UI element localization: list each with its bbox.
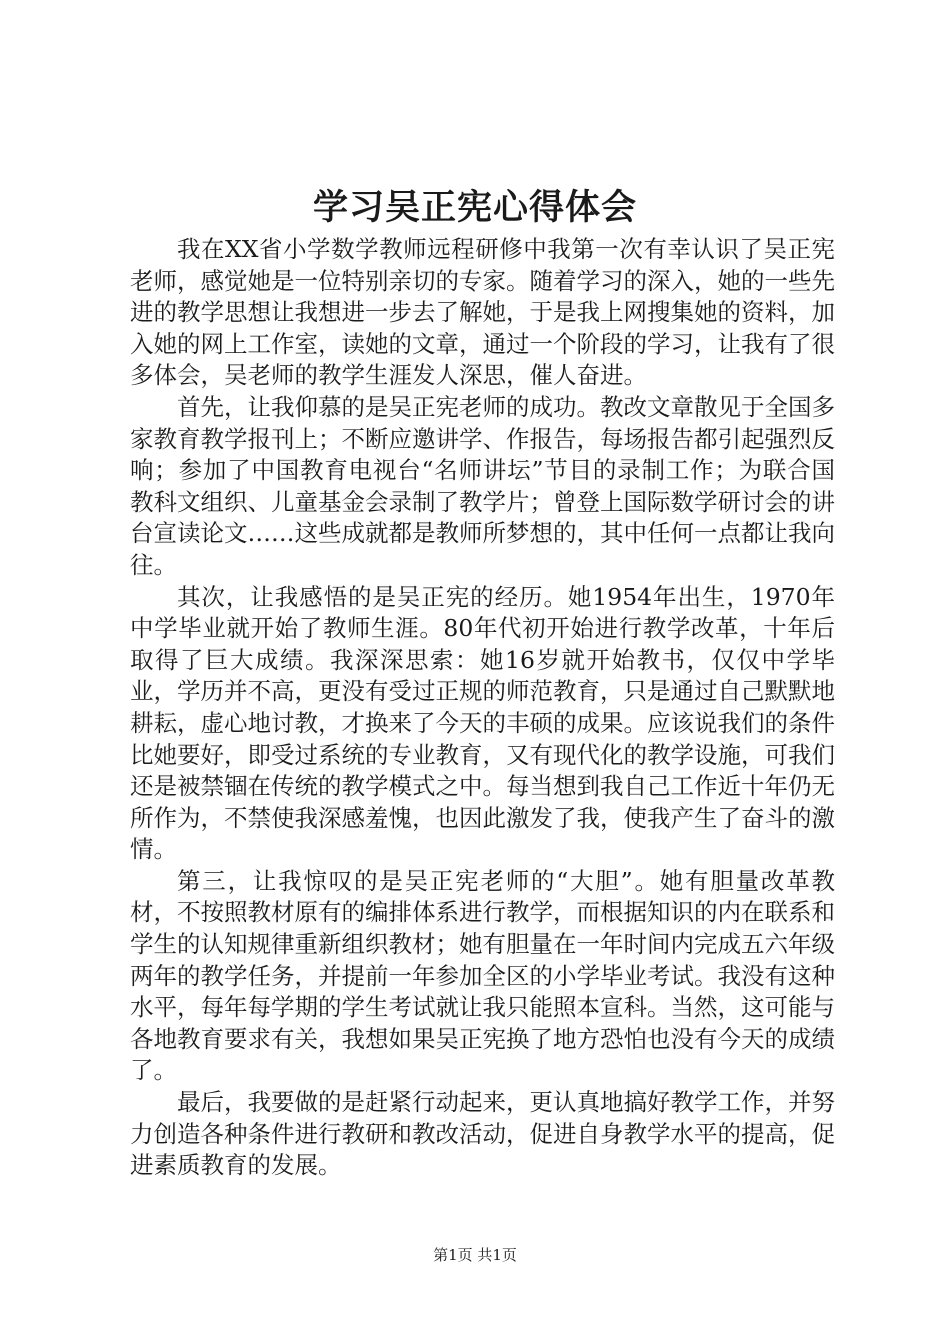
paragraph-last: 最后，我要做的是赶紧行动起来，更认真地搞好教学工作，并努力创造各种条件进行教研和教改活动，促进自身教学水平的提高，促进素质教育的发展。	[130, 1088, 835, 1180]
paragraph-second: 其次，让我感悟的是吴正宪的经历。她1954年出生，1970年中学毕业就开始了教师生涯。80年代初开始进行教学改革，十年后取得了巨大成绩。我深深思索：她16岁就开始教书，仅仅中学毕业，学历并不高，更没有受过正规的师范教育，只是通过自己默默地耕耘，虚心地讨教，才换来了今天的丰硕的成果。应该说我们的条件比她要好，即受过系统的专业教育，又有现代化的教学设施，可我们还是被禁锢在传统的教学模式之中。每当想到我自己工作近十年仍无所作为，不禁使我深感羞愧，也因此激发了我，使我产生了奋斗的激情。	[130, 582, 835, 864]
document-body	[130, 234, 835, 1182]
page-number-footer: 第1页 共1页	[433, 1246, 517, 1264]
document-title: 学习吴正宪心得体会	[312, 187, 637, 228]
paragraph-intro: 我在XX省小学数学教师远程研修中我第一次有幸认识了吴正宪老师，感觉她是一位特别亲切的专家。随着学习的深入，她的一些先进的教学思想让我想进一步去了解她，于是我上网搜集她的资料，加入她的网上工作室，读她的文章，通过一个阶段的学习，让我有了很多体会，吴老师的教学生涯发人深思，催人奋进。	[130, 235, 835, 390]
paragraph-third: 第三，让我惊叹的是吴正宪老师的“大胆”。她有胆量改革教材，不按照教材原有的编排体系进行教学，而根据知识的内在联系和学生的认知规律重新组织教材；她有胆量在一年时间内完成五六年级两年的教学任务，并提前一年参加全区的小学毕业考试。我没有这种水平，每年每学期的学生考试就让我只能照本宣科。当然，这可能与各地教育要求有关，我想如果吴正宪换了地方恐怕也没有今天的成绩了。	[130, 866, 835, 1085]
paragraph-first: 首先，让我仰慕的是吴正宪老师的成功。教改文章散见于全国多家教育教学报刊上；不断应邀讲学、作报告，每场报告都引起强烈反响；参加了中国教育电视台“名师讲坛”节目的录制工作；为联合国教科文组织、儿童基金会录制了教学片；曾登上国际数学研讨会的讲台宣读论文……这些成就都是教师所梦想的，其中任何一点都让我向往。	[130, 392, 835, 579]
